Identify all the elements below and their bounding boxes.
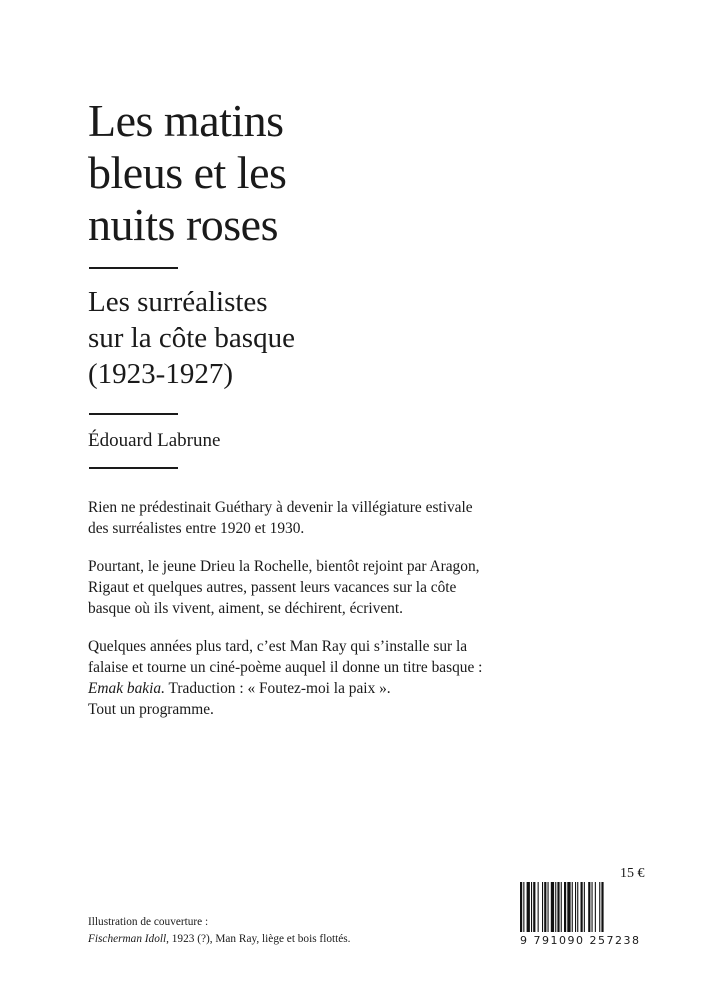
barcode-bar (588, 882, 590, 932)
title-line: Les matins (88, 95, 284, 146)
divider-rule (89, 467, 178, 469)
divider-rule (89, 413, 178, 415)
subtitle-dates: (1923-1927) (88, 358, 233, 390)
barcode-bar (555, 882, 556, 932)
subtitle-line: Les surréalistes (88, 286, 268, 318)
cover-credits (88, 914, 351, 948)
barcode-bar (599, 882, 600, 932)
barcode-bar (592, 882, 593, 932)
text-line: Rigaut et quelques autres, passent leurs vacances sur la côte (88, 579, 457, 596)
text-line: Tout un programme. (88, 701, 214, 718)
isbn-digits: 9 791090 257238 (520, 934, 641, 947)
title-line: bleus et les (88, 147, 287, 198)
divider-rule (89, 267, 178, 269)
text-line (88, 678, 488, 699)
author-name: Édouard Labrune (88, 430, 221, 451)
barcode-bar (595, 882, 596, 932)
artwork-title: Fischerman Idoll (88, 933, 167, 945)
blurb-paragraph (88, 636, 488, 720)
book-title (88, 95, 286, 251)
price-label: 15 € (620, 866, 645, 881)
barcode-bar (584, 882, 585, 932)
text-line: Quelques années plus tard, c’est Man Ray qui s’installe sur la (88, 638, 468, 655)
barcode-bar (520, 882, 522, 932)
title-line: nuits roses (88, 199, 278, 250)
barcode-bar (551, 882, 554, 932)
blurb-paragraph (88, 556, 488, 619)
barcode-bar (527, 882, 530, 932)
text-line: Rien ne prédestinait Guéthary à devenir la villégiature estivale (88, 499, 473, 516)
film-title: Emak bakia. (88, 680, 165, 697)
text-line: basque où ils vivent, aiment, se déchirent, écrivent. (88, 600, 403, 617)
barcode-bar (577, 882, 578, 932)
subtitle-line: sur la côte basque (88, 322, 295, 354)
barcode-bar (548, 882, 549, 932)
barcode-bar (533, 882, 535, 932)
barcode-bar (557, 882, 559, 932)
text-line: Pourtant, le jeune Drieu la Rochelle, bientôt rejoint par Aragon, (88, 558, 480, 575)
barcode-bar (531, 882, 532, 932)
artwork-details: , 1923 (?), Man Ray, liège et bois flottés. (166, 933, 351, 945)
barcode-bar (575, 882, 576, 932)
text-line: des surréalistes entre 1920 et 1930. (88, 520, 305, 537)
credits-line (88, 931, 351, 948)
barcode-bar (538, 882, 539, 932)
book-subtitle (88, 284, 295, 392)
barcode-bar (523, 882, 524, 932)
barcode-bar (564, 882, 566, 932)
barcode-bars (516, 882, 646, 932)
barcode-bar (581, 882, 583, 932)
barcode-bar (561, 882, 562, 932)
barcode-bar (601, 882, 603, 932)
barcode-bar (572, 882, 573, 932)
barcode-bar (544, 882, 546, 932)
text-line: falaise et tourne un ciné-poème auquel il donne un titre basque : (88, 659, 483, 676)
blurb (88, 497, 488, 737)
blurb-paragraph (88, 497, 488, 539)
translation-text: Traduction : « Foutez-moi la paix ». (164, 680, 391, 697)
barcode-bar (567, 882, 570, 932)
barcode-bar (542, 882, 543, 932)
credits-heading: Illustration de couverture : (88, 916, 209, 928)
